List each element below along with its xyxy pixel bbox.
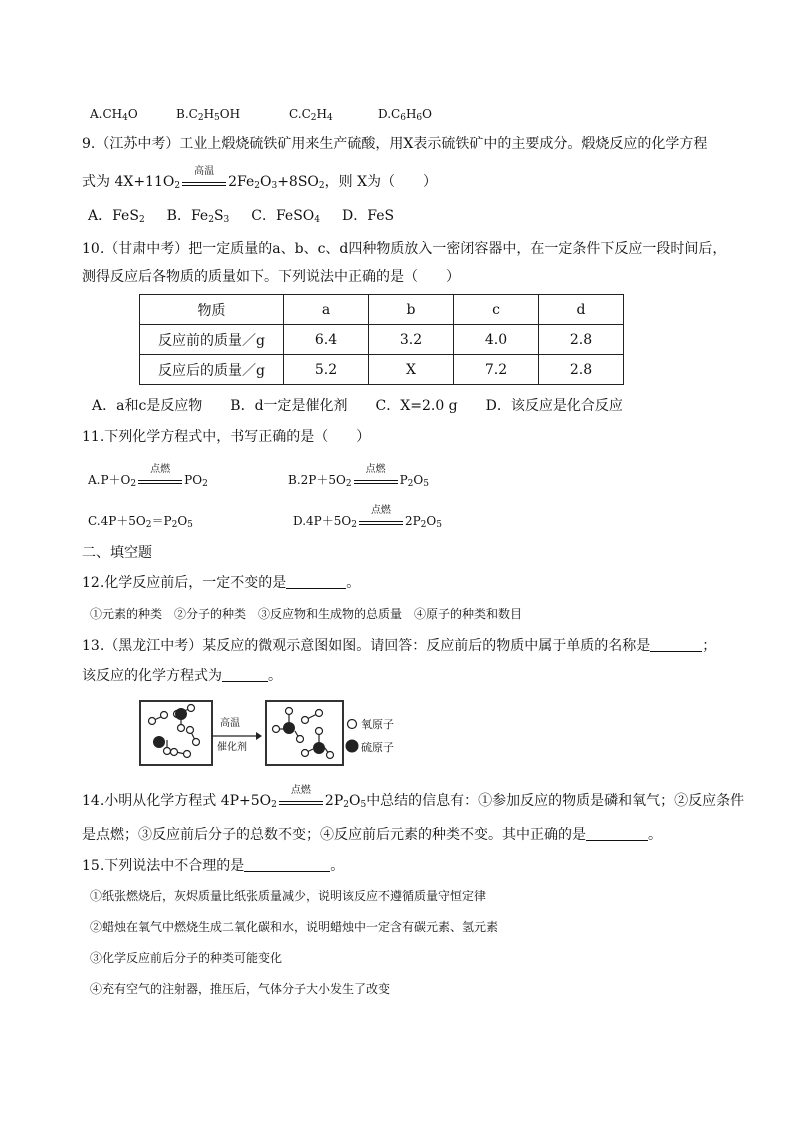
diagram-condition-top: 高温 — [220, 718, 240, 729]
reactant-molecules — [141, 702, 211, 764]
answer-blank[interactable] — [222, 667, 268, 682]
table-cell: 2.8 — [539, 325, 624, 355]
q11-stem: 11.下列化学方程式中，书写正确的是（ ） — [82, 429, 371, 445]
q10-options: A．a和c是反应物 B．d一定是催化剂 C．X=2.0 g D．该反应是化合反应 — [92, 398, 623, 414]
reactants-box — [139, 700, 213, 766]
table-row — [140, 355, 624, 385]
table-cell: d — [539, 295, 624, 325]
table-cell: 4.0 — [454, 325, 539, 355]
q11-option-a: $A.P+O_2$ 点燃 $PO_2$ — [88, 464, 208, 489]
reaction-arrow-icon — [212, 732, 262, 740]
table-cell: a — [284, 295, 369, 325]
q15-item: ③化学反应前后分子的种类可能变化 — [90, 951, 283, 965]
q13-stem-line1: 13.（黑龙江中考）某反应的微观示意图如图。请回答：反应前后的物质中属于单质的名称是 ； — [82, 638, 717, 654]
table-cell: 反应后的质量／g — [140, 355, 284, 385]
q15-item: ④充有空气的注射器，推压后，气体分子大小发生了改变 — [90, 982, 391, 996]
answer-blank[interactable] — [244, 857, 330, 872]
section-heading: 二、填空题 — [82, 545, 152, 561]
table-cell: c — [454, 295, 539, 325]
table-cell: 7.2 — [454, 355, 539, 385]
q15-item: ①纸张燃烧后，灰烬质量比纸张质量减少，说明该反应不遵循质量守恒定律 — [90, 889, 487, 903]
oxygen-atom-icon — [345, 717, 359, 731]
product-molecules — [267, 702, 342, 764]
q11-option-b: $B.2P+5O_2$ 点燃 $P_2O_5$ — [288, 464, 429, 489]
q15-stem: 15.下列说法中不合理的是 。 — [82, 858, 345, 874]
q12-options: ①元素的种类 ②分子的种类 ③反应物和生成物的总质量 ④原子的种类和数目 — [90, 607, 523, 621]
mass-table — [139, 294, 624, 385]
q8-option-c: $C.C_2H_4$ — [289, 107, 333, 123]
table-cell: 6.4 — [284, 325, 369, 355]
answer-blank[interactable] — [586, 826, 648, 841]
q9-options: A．FeS$_2$ B．$Fe_2S_3$ C．FeSO$_4$ D．FeS — [88, 208, 395, 225]
q8-option-b: $B.C_2H_5OH$ — [176, 107, 241, 123]
q10-stem-line1: 10.（甘肃中考）把一定质量的a、b、c、d四种物质放入一密闭容器中，在一定条件下反应一段时间后， — [82, 241, 727, 257]
q15-item: ②蜡烛在氧气中燃烧生成二氧化碳和水，说明蜡烛中一定含有碳元素、氢元素 — [90, 920, 499, 934]
table-cell: X — [369, 355, 454, 385]
q11-option-d: $D.4P+5O_2$ 点燃 $2P_2O_5$ — [293, 505, 442, 530]
table-cell: 反应前的质量／g — [140, 325, 284, 355]
answer-blank[interactable] — [286, 574, 346, 589]
q9-stem-line1: 9.（江苏中考）工业上煅烧硫铁矿用来生产硫酸，用X表示硫铁矿中的主要成分。煅烧反应的化学方程 — [82, 136, 708, 152]
table-header-row — [140, 295, 624, 325]
q10-stem-line2: 测得反应后各物质的质量如下。下列说法中正确的是（ ） — [82, 269, 460, 285]
table-cell: b — [369, 295, 454, 325]
q8-option-d: $D.C_6H_6O$ — [378, 107, 432, 123]
q11-option-c: $C.4P+5O_2=P_2O_5$ — [88, 514, 193, 530]
table-cell: 物质 — [140, 295, 284, 325]
sulfur-atom-icon — [344, 738, 360, 754]
reaction-condition-arrow: 高温 — [182, 172, 226, 190]
q8-option-a: $A.CH_4O$ — [90, 107, 138, 123]
q14-stem-line2: 是点燃；③反应前后分子的总数不变；④反应前后元素的种类不变。其中正确的是 。 — [82, 827, 662, 843]
table-cell: 2.8 — [539, 355, 624, 385]
diagram-condition-bottom: 催化剂 — [217, 742, 247, 753]
q14-stem-line1: 14.小明从化学方程式 $4P+5O_2$ 点燃 $2P_2O_5$中总结的信息有：①参加反应的物质是磷和氧气；②反应条件 — [82, 785, 745, 810]
q9-equation: 式为 $4X+11O_2$ 高温 $2Fe_2O_3+8SO_2$，则 X为（ ） — [82, 166, 438, 191]
table-cell: 3.2 — [369, 325, 454, 355]
table-cell: 5.2 — [284, 355, 369, 385]
products-box — [265, 700, 344, 766]
table-row — [140, 325, 624, 355]
legend-oxygen: 氧原子 — [361, 718, 394, 731]
q12-stem: 12.化学反应前后，一定不变的是 。 — [82, 575, 361, 591]
q13-stem-line2: 该反应的化学方程式为 。 — [82, 668, 282, 684]
legend-sulfur: 硫原子 — [361, 741, 394, 754]
answer-blank[interactable] — [650, 637, 702, 652]
